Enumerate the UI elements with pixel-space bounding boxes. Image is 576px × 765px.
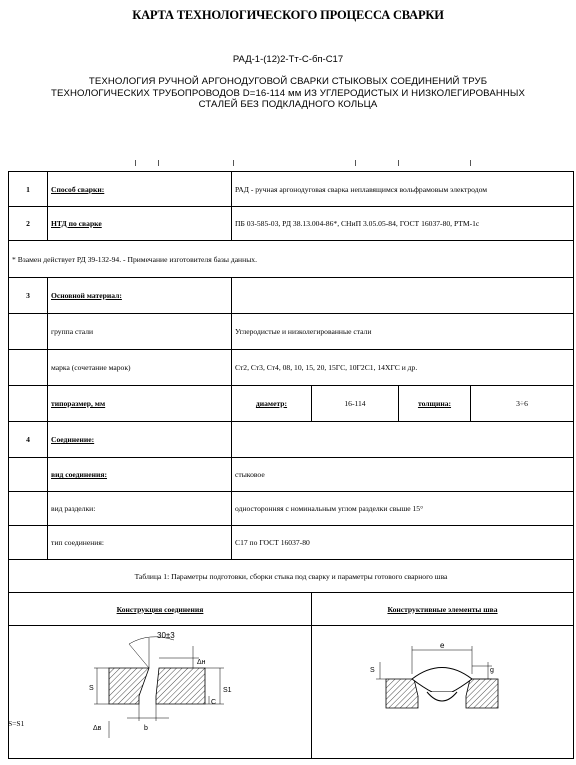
row-label: вид разделки: — [48, 492, 232, 526]
row-number: 2 — [9, 207, 48, 241]
right-plate — [156, 668, 205, 704]
weld-bead — [412, 668, 472, 693]
tick-mark — [158, 160, 159, 166]
diameter-label: диаметр: — [232, 386, 312, 422]
table1-header-row — [9, 593, 574, 626]
row-label: вид соединения: — [48, 458, 232, 492]
weld-root — [427, 692, 457, 701]
bevel-angle-label: 30±3 — [157, 631, 175, 640]
row-label: группа стали — [48, 314, 232, 350]
column-header-joint-design: Конструкция соединения — [9, 593, 312, 626]
row-steel-grade — [9, 350, 574, 386]
row-welding-method — [9, 172, 574, 207]
dim-label: Δв — [93, 725, 102, 732]
dim-label: g — [490, 667, 494, 674]
left-plate — [386, 679, 418, 708]
row-label: Способ сварки: — [48, 172, 232, 207]
row-value: РАД - ручная аргонодуговая сварка неплавящимся вольфрамовым электродом — [232, 172, 574, 207]
row-ntd — [9, 207, 574, 241]
row-value: Углеродистые и низколегированные стали — [232, 314, 574, 350]
row-connection-type — [9, 526, 574, 560]
tick-mark — [398, 160, 399, 166]
right-plate — [466, 679, 498, 708]
footnote-text: * Взамен действует РД 39-132-94. - Примечание изготовителя базы данных. — [9, 241, 574, 278]
dim-label: b — [144, 725, 148, 732]
tick-mark — [135, 160, 136, 166]
document-title: КАРТА ТЕХНОЛОГИЧЕСКОГО ПРОЦЕССА СВАРКИ — [132, 8, 444, 22]
joint-design-drawing-cell — [9, 626, 312, 759]
dim-label: C — [211, 699, 217, 706]
row-label: Основной материал: — [48, 278, 232, 314]
column-header-weld-elements: Конструктивные элементы шва — [312, 593, 574, 626]
row-base-material — [9, 278, 574, 314]
row-value: ПБ 03-585-03, РД 38.13.004-86*, СНиП 3.05.05-84, ГОСТ 16037-80, РТМ-1с — [232, 207, 574, 241]
row-label: марка (сочетание марок) — [48, 350, 232, 386]
row-value: С17 по ГОСТ 16037-80 — [232, 526, 574, 560]
row-label: Соединение: — [48, 422, 232, 458]
drawings-row — [9, 626, 574, 759]
process-code: РАД-1-(12)2-Тт-С-бп-С17 — [232, 54, 344, 65]
tick-mark — [233, 160, 234, 166]
row-label: типоразмер, мм — [48, 386, 232, 422]
row-number: 1 — [9, 172, 48, 207]
row-note — [9, 241, 574, 278]
table1-caption-row — [9, 560, 574, 593]
dim-label: S — [89, 685, 94, 692]
row-joint — [9, 422, 574, 458]
subtitle-line-2: ТЕХНОЛОГИЧЕСКИХ ТРУБОПРОВОДОВ D=16-114 мм ИЗ УГЛЕРОДИСТЫХ И НИЗКОЛЕГИРОВАННЫХ — [50, 87, 525, 99]
process-table — [8, 171, 574, 759]
footer-note: S=S1 — [8, 719, 25, 728]
dim-label: S — [370, 667, 375, 674]
table1-caption: Таблица 1: Параметры подготовки, сборки стыка под сварку и параметры готового сварного шва — [9, 560, 574, 593]
dim-label: e — [440, 641, 445, 650]
row-value: стыковое — [232, 458, 574, 492]
row-joint-type — [9, 458, 574, 492]
joint-design-drawing — [9, 626, 299, 756]
subtitle-line-3: СТАЛЕЙ БЕЗ ПОДКЛАДНОГО КОЛЬЦА — [198, 99, 378, 110]
dim-label: Δн — [197, 659, 206, 666]
tick-mark — [355, 160, 356, 166]
thickness-label: толщина: — [399, 386, 471, 422]
weld-elements-drawing — [312, 626, 574, 756]
dim-label: S1 — [223, 687, 232, 694]
row-groove — [9, 492, 574, 526]
left-plate — [109, 668, 149, 704]
row-label: НТД по сварке — [48, 207, 232, 241]
row-value: односторонняя с номинальным углом разделки свыше 15° — [232, 492, 574, 526]
row-size — [9, 386, 574, 422]
row-number: 3 — [9, 278, 48, 314]
subtitle-line-1: ТЕХНОЛОГИЯ РУЧНОЙ АРГОНОДУГОВОЙ СВАРКИ СТЫКОВЫХ СОЕДИНЕНИЙ ТРУБ — [88, 76, 488, 87]
document-subtitle — [0, 76, 576, 111]
row-label: тип соединения: — [48, 526, 232, 560]
thickness-value: 3÷6 — [471, 386, 574, 422]
weld-elements-drawing-cell — [312, 626, 574, 759]
diameter-value: 16-114 — [312, 386, 399, 422]
tick-mark — [470, 160, 471, 166]
row-steel-group — [9, 314, 574, 350]
row-value: Ст2, Ст3, Ст4, 08, 10, 15, 20, 15ГС, 10Г2С1, 14ХГС и др. — [232, 350, 574, 386]
row-number: 4 — [9, 422, 48, 458]
